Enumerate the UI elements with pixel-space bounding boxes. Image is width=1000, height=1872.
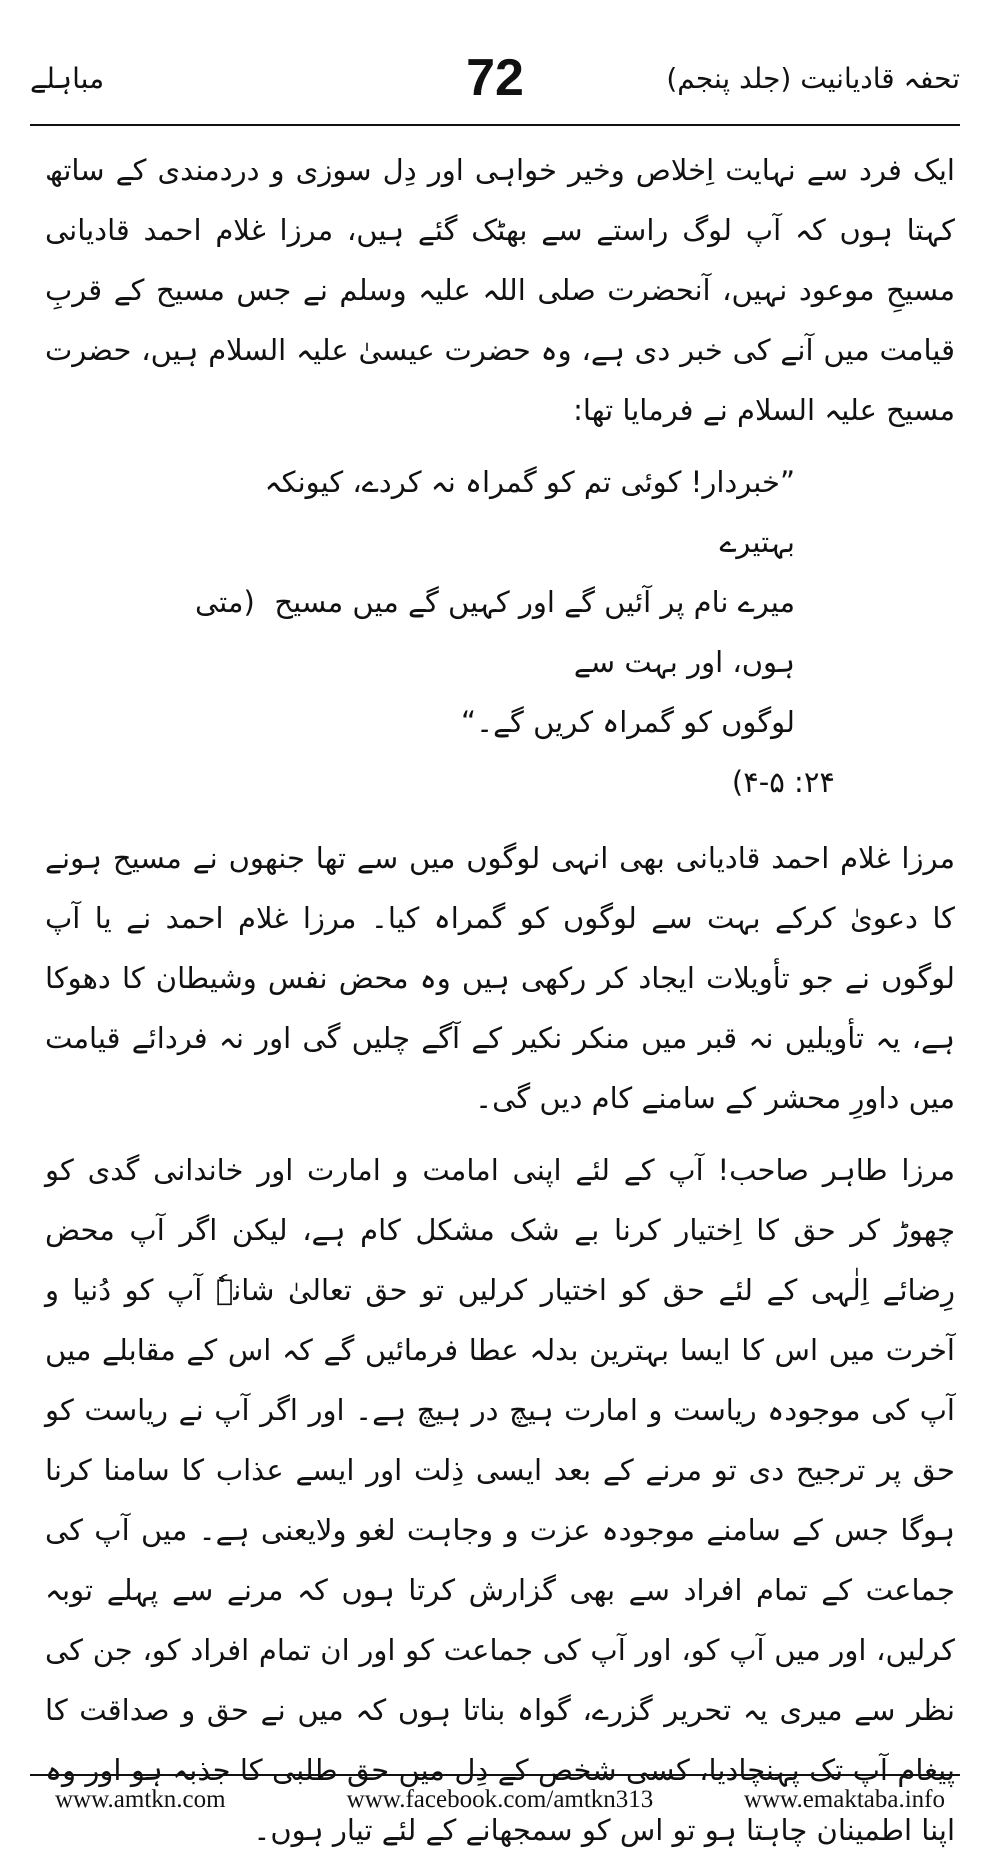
page-number: 72	[466, 49, 524, 107]
page-header	[30, 48, 960, 118]
footer-link-amtkn[interactable]: www.amtkn.com	[55, 1786, 226, 1813]
bible-quote	[195, 452, 795, 752]
quote-line-1: ”خبردار! کوئی تم کو گمراہ نہ کردے، کیونکہ بہتیرے	[264, 465, 795, 559]
paragraph-1-text: ایک فرد سے نہایت اِخلاص وخیر خواہی اور دِل سوزی و دردمندی کے ساتھ کہتا ہوں کہ آپ لوگ راستے سے بھٹک گئے ہیں، مرزا غلام احمد قادیانی مسیحِ موعود نہیں، آنحضرت صلی اللہ علیہ وسلم نے جس مسیح کے قربِ قیامت میں آنے کی خبر دی ہے، وہ حضرت عیسیٰ علیہ السلام ہیں، حضرت مسیح علیہ السلام نے فرمایا تھا:	[45, 153, 955, 427]
paragraph-2-text: مرزا غلام احمد قادیانی بھی انہی لوگوں میں سے تھا جنھوں نے مسیح ہونے کا دعویٰ کرکے بہت سے لوگوں کو گمراہ کیا۔ مرزا غلام احمد نے یا آپ لوگوں نے جو تأویلات ایجاد کر رکھی ہیں وہ محض نفس وشیطان کا دھوکا ہے، یہ تأویلیں نہ قبر میں منکر نکیر کے آگے چلیں گی اور نہ فردائے قیامت میں داورِ محشر کے سامنے کام دیں گی۔	[45, 841, 955, 1115]
book-title: تحفہ قادیانیت (جلد پنجم)	[666, 62, 960, 95]
footer-divider	[30, 1774, 960, 1776]
quote-reference-end: ۲۴: ۴-۵)	[731, 765, 835, 799]
quote-line-2: میرے نام پر آئیں گے اور کہیں گے میں مسیح ہوں، اور بہت سے	[274, 585, 795, 679]
footer-link-emaktaba[interactable]: www.emaktaba.info	[743, 1786, 945, 1813]
paragraph-3-text: مرزا طاہر صاحب! آپ کے لئے اپنی امامت و امارت اور خاندانی گدی کو چھوڑ کر حق کا اِختیار کرنا بے شک مشکل کام ہے، لیکن اگر آپ محض رِضائے اِلٰہی کے لئے حق کو اختیار کرلیں تو حق تعالیٰ شانہٗ آپ کو دُنیا و آخرت میں اس کا ایسا بہترین بدلہ عطا فرمائیں گے کہ اس کے مقابلے میں آپ کی موجودہ ریاست و امارت ہیچ در ہیچ ہے۔ اور اگر آپ نے ریاست کو حق پر ترجیح دی تو مرنے کے بعد ایسی ذِلت اور ایسے عذاب کا سامنا کرنا ہوگا جس کے سامنے موجودہ عزت و وجاہت لغو ولایعنی ہے۔ میں آپ کی جماعت کے تمام افراد سے بھی گزارش کرتا ہوں کہ مرنے سے پہلے توبہ کرلیں، اور میں آپ کو، اور آپ کی جماعت کو اور ان تمام افراد کو، جن کی نظر سے میری یہ تحریر گزرے، گواہ بناتا ہوں کہ میں نے حق و صداقت کا پیغام آپ تک پہنچادیا، کسی شخص کے دِل میں حق طلبی کا جذبہ ہو اور وہ اپنا اطمینان چاہتا ہو تو اس کو سمجھانے کے لئے تیار ہوں۔	[45, 1153, 955, 1847]
header-divider	[30, 124, 960, 126]
page-footer	[55, 1786, 945, 1826]
chapter-title: مباہلے	[30, 62, 105, 95]
paragraph-2	[45, 828, 955, 1128]
quote-line-3: لوگوں کو گمراہ کریں گے۔“	[461, 705, 795, 739]
paragraph-1	[45, 140, 955, 440]
page-body	[45, 140, 955, 1872]
footer-link-facebook[interactable]: www.facebook.com/amtkn313	[346, 1786, 654, 1813]
quote-reference-start: (متی	[195, 585, 255, 619]
paragraph-3	[45, 1140, 955, 1860]
